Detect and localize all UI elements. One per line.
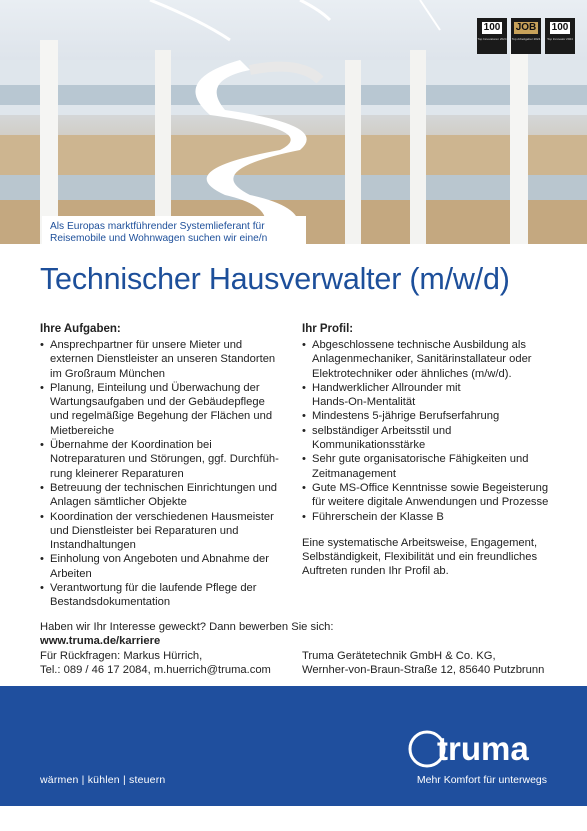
contact-row-1 [40, 649, 560, 663]
tasks-item-line: und regelmäßige Begehung der Flächen und [50, 410, 273, 423]
phone-email-line[interactable]: Tel.: 089 / 46 17 2084, m.huerrich@truma.com [40, 663, 271, 676]
profile-item-line: Zeitmanagement [312, 467, 396, 480]
tasks-item [40, 552, 290, 581]
tasks-item-line: Ansprechpartner für unsere Mieter und [50, 339, 243, 351]
footer-tagline: Mehr Komfort für unterwegs [416, 774, 547, 786]
tasks-item-line: Planung, Einteilung und Überwachung der [50, 381, 260, 394]
award-badge-text: Top Innovator 2024 [547, 37, 573, 41]
tasks-item-line: Koordination der verschiedenen Hausmeister [50, 510, 274, 523]
profile-item-line: Mindestens 5-jährige Berufserfahrung [312, 410, 500, 423]
intro-line-2: Reisemobile und Wohnwagen suchen wir eine/n [50, 233, 268, 244]
tasks-item [40, 338, 290, 381]
closing-line: Selbständigkeit, Flexibilität und ein freundliches [302, 551, 538, 564]
footer-slogan: wärmen | kühlen | steuern [40, 774, 166, 786]
profile-closing [302, 536, 562, 579]
award-badge-text: Top Arbeitgeber 2024 [511, 37, 541, 41]
profile-item [302, 452, 562, 481]
profile-item-line: Führerschein der Klasse B [312, 510, 444, 523]
tasks-item-line: rung kleinerer Reparaturen [50, 467, 184, 480]
profile-item [302, 409, 562, 423]
tasks-item-line: Übernahme der Koordination bei [50, 439, 212, 452]
truma-logo [407, 730, 547, 768]
profile-section [302, 322, 562, 579]
tasks-section [40, 322, 290, 610]
profile-item [302, 510, 562, 524]
award-badges [477, 18, 575, 54]
tasks-item [40, 481, 290, 510]
closing-line: Eine systematische Arbeitsweise, Engagement, [302, 536, 538, 549]
contact-section [40, 620, 560, 677]
tasks-item [40, 581, 290, 610]
profile-heading: Ihr Profil: [302, 323, 354, 335]
contact-row-2 [40, 663, 560, 677]
profile-item-line: Elektrotechniker oder ähnliches (m/w/d). [312, 367, 512, 380]
profile-item-line: für weitere digitale Anwendungen und Prozesse [312, 496, 549, 509]
profile-list [302, 338, 562, 524]
award-badge-3 [545, 18, 575, 54]
profile-item [302, 424, 562, 453]
tasks-list [40, 338, 290, 610]
logo-wordmark: truma [437, 730, 529, 767]
tasks-item-line: Einholung von Angeboten und Abnahme der [50, 553, 269, 566]
tasks-item-line: externen Dienstleister an unseren Standorten [50, 353, 276, 366]
intro-line-1: Als Europas marktführender Systemlieferant für [50, 221, 265, 232]
award-badge-number: JOB [515, 22, 537, 33]
footer-band [0, 686, 587, 806]
tasks-item-line: Mietbereiche [50, 424, 115, 437]
tasks-item-line: im Großraum München [50, 367, 166, 380]
tasks-item-line: Instandhaltungen [50, 539, 136, 552]
tasks-item-line: Anlagen sämtlicher Objekte [50, 496, 187, 509]
tasks-item-line: Wartungsaufgaben und der Gebäudepflege [50, 396, 265, 409]
closing-line: Auftreten runden Ihr Profil ab. [302, 565, 449, 578]
tasks-item [40, 438, 290, 481]
profile-item-line: Gute MS-Office Kenntnisse sowie Begeisterung [312, 481, 549, 494]
tasks-item [40, 381, 290, 438]
questions-line: Für Rückfragen: Markus Hürrich, [40, 649, 203, 662]
profile-item-line: Hands-On-Mentalität [312, 396, 416, 409]
profile-item [302, 338, 562, 381]
tasks-item-line: Betreuung der technischen Einrichtungen und [50, 481, 278, 494]
company-name: Truma Gerätetechnik GmbH & Co. KG, [302, 649, 496, 662]
hero-image [0, 0, 587, 244]
award-badge-text: Top Innovatoren 2024 [477, 37, 507, 41]
profile-item-line: Anlagenmechaniker, Sanitärinstallateur oder [312, 353, 532, 366]
tasks-item-line: Notreparaturen und Störungen, ggf. Durchfüh- [50, 453, 279, 466]
profile-item [302, 381, 562, 410]
award-badge-number: 100 [483, 22, 501, 33]
application-question: Haben wir Ihr Interesse geweckt? Dann bewerben Sie sich: [40, 621, 334, 633]
award-badge-1 [477, 18, 507, 54]
profile-item-line: Kommunikationsstärke [312, 439, 426, 452]
tasks-item-line: Verantwortung für die laufende Pflege der [50, 582, 257, 595]
profile-item-line: selbständiger Arbeitsstil und [312, 424, 452, 437]
tasks-item-line: und Dienstleister bei Reparaturen und [50, 524, 239, 537]
award-badge-2 [511, 18, 541, 54]
tasks-heading: Ihre Aufgaben: [40, 323, 121, 335]
profile-item-line: Handwerklicher Allrounder mit [312, 381, 461, 394]
career-link[interactable]: www.truma.de/karriere [40, 635, 161, 648]
intro-box [42, 216, 306, 246]
tasks-item-line: Arbeiten [50, 567, 92, 580]
tasks-item [40, 510, 290, 553]
tasks-item-line: Bestandsdokumentation [50, 596, 171, 609]
profile-item-line: Sehr gute organisatorische Fähigkeiten und [312, 453, 529, 466]
job-title: Technischer Hausverwalter (m/w/d) [40, 262, 510, 296]
profile-item-line: Abgeschlossene technische Ausbildung als [312, 339, 526, 351]
profile-item [302, 481, 562, 510]
award-badge-number: 100 [551, 22, 569, 33]
company-address: Wernher-von-Braun-Straße 12, 85640 Putzbrunn [302, 663, 545, 676]
